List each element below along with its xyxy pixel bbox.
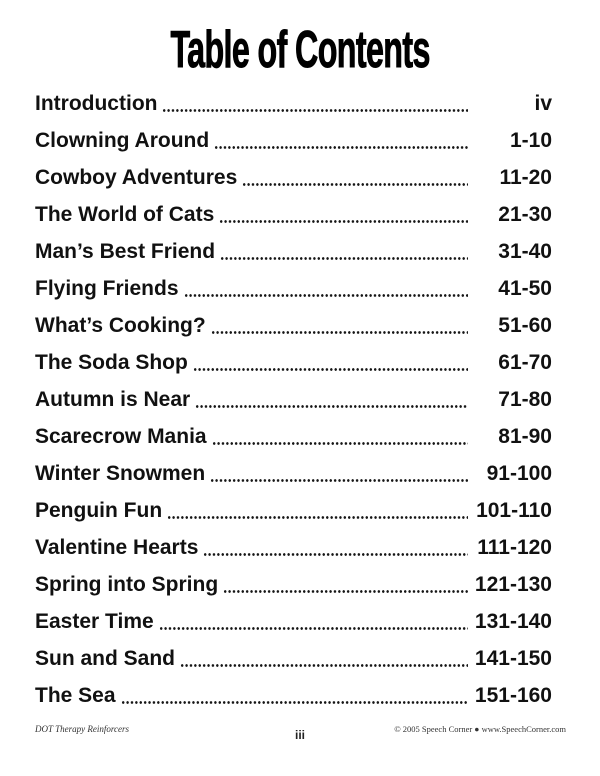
toc-row: [35, 85, 552, 122]
toc-entry-label: Scarecrow Mania: [35, 425, 207, 448]
toc-entry-pages: 51-60: [498, 314, 552, 337]
toc-row: [35, 640, 552, 677]
toc-entry-pages: 91-100: [486, 462, 552, 485]
dot-leader: [193, 368, 468, 371]
dot-leader: [184, 294, 468, 297]
title-area: [0, 21, 600, 79]
toc-entry-label: The World of Cats: [35, 203, 215, 226]
toc-entry-label: Sun and Sand: [35, 647, 176, 670]
toc-row: [35, 603, 552, 640]
dot-leader: [167, 516, 468, 519]
toc-entry-pages: 31-40: [498, 240, 552, 263]
toc-entry-pages: 131-140: [474, 610, 552, 633]
footer-copyright: © 2005 Speech Corner ● www.SpeechCorner.com: [394, 724, 566, 734]
toc-row: [35, 122, 552, 159]
toc-row: [35, 455, 552, 492]
toc-entry-label: The Soda Shop: [35, 351, 188, 374]
toc-entry-label: The Sea: [35, 684, 116, 707]
toc-entry-pages: 111-120: [477, 536, 552, 559]
toc-entry-pages: 41-50: [498, 277, 552, 300]
toc-row: [35, 307, 552, 344]
dot-leader: [159, 627, 468, 630]
toc-row: [35, 159, 552, 196]
toc-entry-pages: 101-110: [476, 499, 552, 522]
toc-entry-label: Man’s Best Friend: [35, 240, 216, 263]
dot-leader: [223, 590, 468, 593]
dot-leader: [121, 701, 468, 704]
toc-entry-pages: 61-70: [498, 351, 552, 374]
dot-leader: [219, 220, 468, 223]
dot-leader: [203, 553, 468, 556]
toc-entry-label: Autumn is Near: [35, 388, 191, 411]
toc-row: [35, 677, 552, 714]
dot-leader: [242, 183, 468, 186]
toc-entry-label: Introduction: [35, 92, 158, 115]
toc-row: [35, 344, 552, 381]
toc-entry-pages: iv: [534, 92, 552, 115]
dot-leader: [214, 146, 468, 149]
toc-entry-pages: 11-20: [499, 166, 552, 189]
dot-leader: [195, 405, 468, 408]
dot-leader: [162, 109, 468, 112]
toc-entry-label: What’s Cooking?: [35, 314, 206, 337]
dot-leader: [220, 257, 468, 260]
dot-leader: [180, 664, 468, 667]
toc-entry-pages: 81-90: [498, 425, 552, 448]
toc-entry-pages: 21-30: [498, 203, 552, 226]
toc-entry-pages: 151-160: [474, 684, 552, 707]
toc-row: [35, 233, 552, 270]
toc-row: [35, 381, 552, 418]
toc-entry-pages: 121-130: [474, 573, 552, 596]
toc-entry-label: Valentine Hearts: [35, 536, 199, 559]
toc-row: [35, 529, 552, 566]
footer-page-number: iii: [294, 728, 305, 742]
toc-entry-label: Easter Time: [35, 610, 154, 633]
toc-entry-label: Penguin Fun: [35, 499, 163, 522]
toc-row: [35, 196, 552, 233]
dot-leader: [210, 479, 468, 482]
toc-entry-label: Flying Friends: [35, 277, 179, 300]
toc-entry-pages: 141-150: [474, 647, 552, 670]
toc-entry-pages: 1-10: [509, 129, 552, 152]
toc-entry-label: Winter Snowmen: [35, 462, 206, 485]
footer-book-title: DOT Therapy Reinforcers: [35, 724, 129, 734]
toc-row: [35, 492, 552, 529]
toc-entry-pages: 71-80: [498, 388, 552, 411]
toc-entry-label: Cowboy Adventures: [35, 166, 238, 189]
dot-leader: [211, 331, 468, 334]
page-title: Table of Contents: [170, 21, 430, 79]
dot-leader: [212, 442, 468, 445]
toc-row: [35, 418, 552, 455]
toc-row: [35, 566, 552, 603]
toc-list: [35, 85, 552, 714]
toc-row: [35, 270, 552, 307]
toc-entry-label: Clowning Around: [35, 129, 210, 152]
toc-entry-label: Spring into Spring: [35, 573, 219, 596]
